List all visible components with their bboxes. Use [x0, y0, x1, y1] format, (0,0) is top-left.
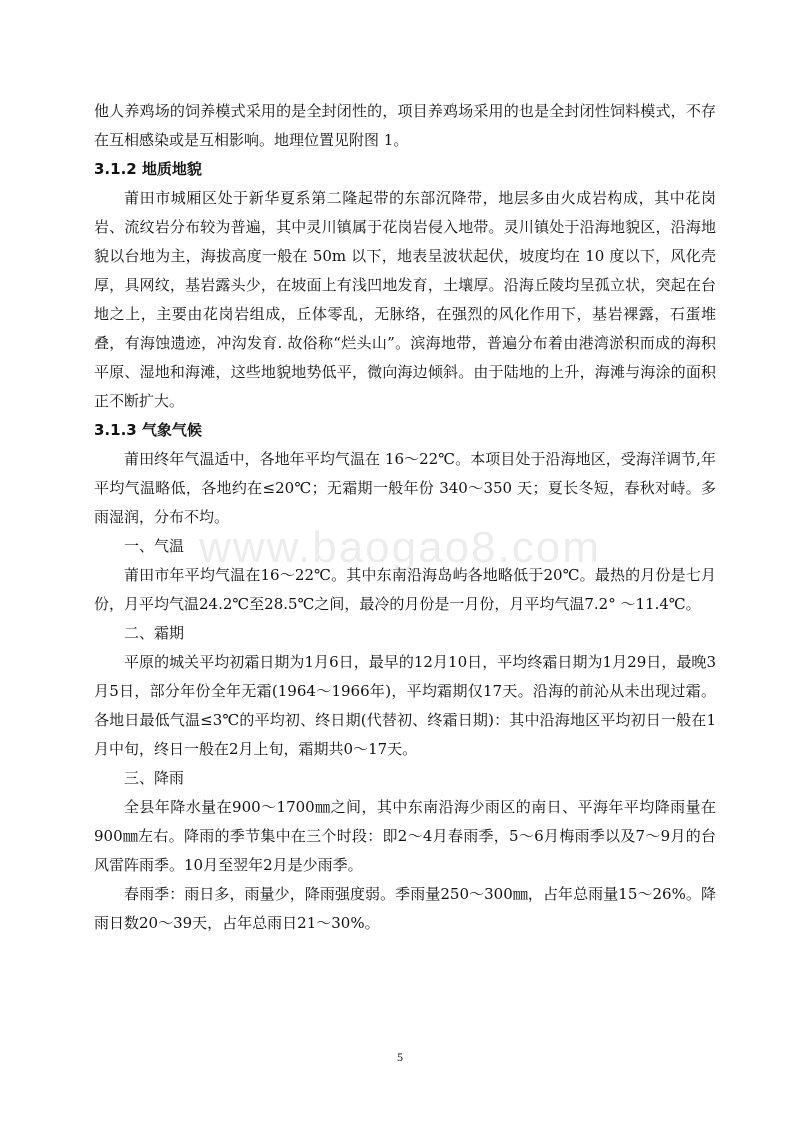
page-number: 5: [397, 1050, 403, 1064]
section-heading-climate: 3.1.3 气象气候: [94, 421, 202, 439]
watermark: www.baogao8.com: [199, 523, 601, 572]
rainfall-subheading: 三、降雨: [124, 769, 185, 787]
spring-rain-paragraph: 春雨季：雨日多，雨量少，降雨强度弱。季雨量250～300㎜，占年总雨量15～26%。降雨日数20～39天，占年总雨日21～30%。: [94, 885, 716, 932]
temperature-subheading: 一、气温: [124, 537, 185, 555]
rainfall-paragraph: 全县年降水量在900～1700㎜之间，其中东南沿海少雨区的南日、平海年平均降雨量在900㎜左右。降雨的季节集中在三个时段：即2～4月春雨季，5～6月梅雨季以及7～9月的台风雷阵雨季。10月至翌年2月是少雨季。: [94, 798, 716, 874]
page-content: [94, 97, 716, 938]
climate-paragraph: 莆田终年气温适中，各地年平均气温在 16～22℃。本项目处于沿海地区，受海洋调节,年平均气温略低，各地约在≤20℃；无霜期一般年份 340～350 天；夏长冬短，春秋对峙。多雨湿润，分布不均。: [94, 450, 716, 526]
frost-paragraph: 平原的城关平均初霜日期为1月6日，最早的12月10日，平均终霜日期为1月29日，最晚3月5日，部分年份全年无霜(1964～1966年)，平均霜期仅17天。沿海的前沁从未出现过霜。各地日最低气温≤3℃的平均初、终日期(代替初、终霜日期)：其中沿海地区平均初日一般在1月中旬，终日一般在2月上旬，霜期共0～17天。: [94, 653, 716, 758]
temperature-paragraph: 莆田市年平均气温在16～22℃。其中东南沿海岛屿各地略低于20℃。最热的月份是七月份，月平均气温24.2℃至28.5℃之间，最冷的月份是一月份，月平均气温7.2° ～11.4℃。: [94, 566, 716, 613]
geology-paragraph: 莆田市城厢区处于新华夏系第二隆起带的东部沉降带，地层多由火成岩构成，其中花岗岩、流纹岩分布较为普遍，其中灵川镇属于花岗岩侵入地带。灵川镇处于沿海地貌区，沿海地貌以台地为主，海拔高度一般在 50m 以下，地表呈波状起伏，坡度均在 10 度以下，风化壳厚，具网纹，基岩露头少，在坡面上有浅凹地发育，土壤厚。沿海丘陵均呈孤立状，突起在台地之上，主要由花岗岩组成，丘体零乱，无脉络，在强烈的风化作用下，基岩裸露，石蛋堆叠，有海蚀遗迹，冲沟发育. 故俗称“烂头山”。滨海地带，普遍分布着由港湾淤积而成的海积平原、湿地和海滩，这些地貌地势低平，微向海边倾斜。由于陆地的上升，海滩与海涂的面积正不断扩大。: [94, 189, 716, 410]
section-heading-geology: 3.1.2 地质地貌: [94, 160, 202, 178]
frost-subheading: 二、霜期: [124, 624, 185, 642]
intro-paragraph: 他人养鸡场的饲养模式采用的是全封闭性的，项目养鸡场采用的也是全封闭性饲料模式，不存在互相感染或是互相影响。地理位置见附图 1。: [94, 102, 716, 149]
